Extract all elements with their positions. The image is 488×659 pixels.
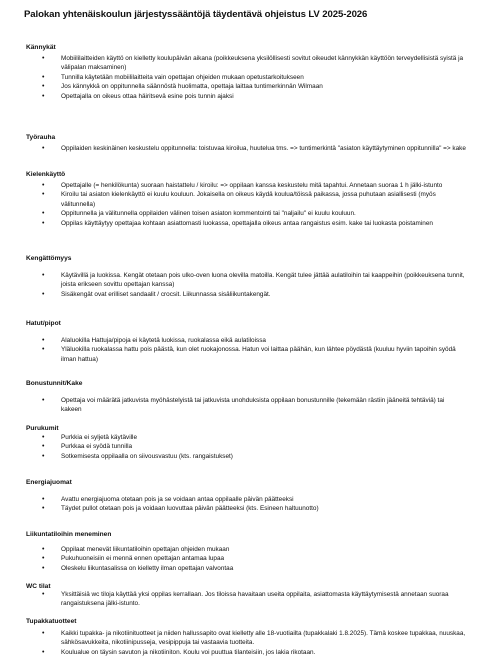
list-item-text: Opettajalla on oikeus ottaa häiritsevä esine pois tunnin ajaksi (61, 92, 234, 100)
list-item (26, 144, 466, 153)
bullet-list (26, 144, 466, 153)
list-item-text: Koulualue on täysin savuton ja nikotiiniton. Koulu voi puuttua tilanteisiin, jos lakia rikotaan. (61, 648, 316, 656)
bullet-icon: • (42, 555, 45, 563)
list-item (26, 190, 466, 209)
bullet-icon: • (42, 290, 45, 298)
section-energiajuomat (26, 478, 466, 514)
bullet-list (26, 495, 466, 514)
section-kengattomyys (26, 254, 466, 299)
list-item-text: Mobiililaitteiden käyttö on kielletty koulupäivän aikana (poikkeuksena yksilöllisesti sovitut oikeudet kännykkän käyttöön terveydellisistä syistä ja välipalan maksaminen) (61, 55, 464, 72)
bullet-icon: • (42, 337, 45, 344)
bullet-icon: • (42, 505, 45, 513)
list-item (26, 345, 466, 364)
list-item-text: Oppilaiden keskinäinen keskustelu oppitunnella: toistuvaa kiroilua, huutelua tms. => tuntimerkintä "asiaton käyttäytyminen oppitunnilla" => kake (61, 145, 466, 152)
list-item-text: Oppilas käyttäytyy opettajaa kohtaan asiattomasti luokassa, opettajalla oikeus antaa rangaistus esim. kake tai luokasta poistaminen (61, 219, 433, 227)
bullet-icon: • (42, 182, 45, 189)
list-item (26, 271, 466, 290)
bullet-list (26, 336, 466, 364)
list-item-text: Opettaja voi määrätä jatkuvista myöhästelyistä tai jatkuvista unohduksista oppilaan bonustunnille (tekemään rästiin jääneitä tehtäviä) tai kakeen (61, 397, 445, 414)
list-item-text: Kiroilu tai asiaton kielenkäyttö ei kuulu kouluun. Jokaisella on oikeus käydä koulua/töissä paikassa, jossa puhutaan asiallisesti (myös välitunnella) (61, 191, 436, 208)
list-item (26, 452, 466, 461)
bullet-list (26, 181, 466, 228)
bullet-icon: • (42, 219, 45, 227)
bullet-icon: • (42, 630, 45, 637)
section-heading: Energiajuomat (26, 479, 72, 486)
section-purukumit (26, 424, 466, 461)
bullet-icon: • (42, 434, 45, 441)
list-item (26, 648, 466, 657)
list-item (26, 219, 466, 228)
list-item-text: Oppilaat menevät liikuntatiloihin opettajan ohjeiden mukaan (61, 546, 230, 553)
section-tyorauha (26, 133, 466, 153)
bullet-icon: • (42, 452, 45, 460)
list-item (26, 554, 466, 563)
section-heading: Työrauha (26, 134, 56, 141)
list-item-text: Opettajalle (= henkilökunta) suoraan haistattelu / kiroilu: => oppilaan kanssa keskustelu mitä tapahtui. Annetaan suoraa 1 h jälki-istunto (61, 182, 443, 189)
section-heading: Hatut/pipot (26, 320, 61, 327)
bullet-icon: • (42, 92, 45, 100)
list-item-text: Purkkia ei syljetä käytäville (61, 434, 138, 441)
bullet-list (26, 590, 466, 609)
page-title: Palokan yhtenäiskoulun järjestyssääntöjä täydentävä ohjeistus LV 2025-2026 (24, 9, 368, 20)
section-kielenkaytto (26, 170, 466, 228)
bullet-icon: • (42, 55, 45, 62)
list-item (26, 433, 466, 442)
bullet-icon: • (42, 346, 45, 354)
list-item (26, 82, 466, 91)
section-kannykat (26, 43, 466, 101)
list-item-text: Yksittäisiä wc tiloja käyttää yksi oppilas kerrallaan. Jos tiloissa havaitaan useita oppilaita, asiattomasta käyttäytymisestä annetaan suoraa rangaistuksena jälki-istunto. (61, 591, 449, 608)
list-item-text: Käytävillä ja luokissa. Kengät otetaan pois ulko-oven luona olevilla matoilla. Kengät tulee jättää aulatiloihin tai kaappeihin (poikkeuksena tunnit, joista erikseen sovittu opettajan kanssa) (61, 272, 465, 289)
list-item (26, 290, 466, 299)
list-item (26, 564, 466, 573)
bullet-icon: • (42, 546, 45, 553)
bullet-icon: • (42, 564, 45, 572)
bullet-list (26, 545, 466, 573)
list-item-text: Alaluokilla Hattuja/pipoja ei käytetä luokissa, ruokalassa eikä aulatiloissa (61, 337, 266, 344)
list-item (26, 504, 466, 513)
list-item-text: Jos kännykkä on oppitunnella säännöstä huolimatta, opettaja laittaa tuntimerkinnän Wilmaan (61, 83, 323, 91)
list-item (26, 73, 466, 82)
section-heading: Tupakkatuotteet (26, 618, 77, 625)
list-item (26, 545, 466, 554)
list-item-text: Kaikki tupakka- ja nikotiinituotteet ja niiden hallussapito ovat kielletty alle 18-vuotiailta (tupakkalaki 1.8.2025). Tämä koskee tupakkaa, nuuskaa, sähkösavukkeita, nikotiinipusseja, vesipippuja tai vastaavia tuotteita. (61, 630, 466, 647)
list-item (26, 54, 466, 73)
list-item-text: Pukuhuoneisiin ei mennä ennen opettajan antamaa lupaa (61, 555, 225, 563)
bullet-icon: • (42, 272, 45, 279)
list-item-text: Sisäkengät ovat erilliset sandaalit / crocsit. Liikunnassa sisäliikuntakengät. (61, 290, 271, 298)
section-heading: Purukumit (26, 425, 59, 432)
bullet-icon: • (42, 443, 45, 451)
section-heading: Kännykät (26, 44, 56, 51)
list-item (26, 92, 466, 101)
bullet-icon: • (42, 210, 45, 218)
section-liikuntatilat (26, 530, 466, 573)
bullet-icon: • (42, 496, 45, 503)
section-heading: Liikuntatiloihin meneminen (26, 531, 112, 538)
bullet-icon: • (42, 648, 45, 656)
bullet-list (26, 54, 466, 101)
bullet-list (26, 396, 466, 415)
section-heading: Kielenkäyttö (26, 171, 66, 178)
list-item (26, 590, 466, 609)
bullet-list (26, 629, 466, 657)
section-hatut-pipot (26, 319, 466, 364)
list-item (26, 209, 466, 218)
section-heading: WC tilat (26, 583, 51, 590)
list-item-text: Sotkemisesta oppilaalla on siivousvastuu (kts. rangaistukset) (61, 452, 233, 460)
list-item-text: Oppitunnella ja välitunnella oppilaiden välinen toisen asiaton kommentointi tai "naljailu" ei kuulu kouluun. (61, 210, 356, 218)
bullet-icon: • (42, 397, 45, 404)
list-item-text: Purkkaa ei syödä tunnilla (61, 443, 133, 451)
section-heading: Kengättömyys (26, 255, 72, 262)
list-item (26, 396, 466, 415)
list-item-text: Yläluokilla ruokalassa hattu pois päästä, kun olet ruokajonossa. Hatun voi laittaa päähän, kun lähtee pöydästä (kuuluu hyviin tapoihin syödä ilman hattua) (61, 346, 456, 363)
section-heading: Bonustunnit/Kake (26, 380, 83, 387)
list-item-text: Tunnilla käytetään mobiililaitteita vain opettajan ohjeiden mukaan opetustarkoitukseen (61, 73, 304, 81)
bullet-icon: • (42, 191, 45, 199)
list-item (26, 336, 466, 345)
list-item-text: Oleskelu liikuntasalissa on kielletty ilman opettajan valvontaa (61, 564, 234, 572)
bullet-list (26, 433, 466, 461)
list-item-text: Avattu energiajuoma otetaan pois ja se voidaan antaa oppilaalle päivän päätteeksi (61, 496, 294, 503)
list-item-text: Täydet pullot otetaan pois ja voidaan luovuttaa päivän päätteeksi (kts. Esineen haltuunotto) (61, 505, 319, 513)
list-item (26, 181, 466, 190)
list-item (26, 495, 466, 504)
bullet-list (26, 271, 466, 299)
bullet-icon: • (42, 145, 45, 152)
bullet-icon: • (42, 83, 45, 91)
bullet-icon: • (42, 73, 45, 81)
list-item (26, 442, 466, 451)
section-wc-tilat (26, 582, 466, 609)
section-tupakkatuotteet (26, 617, 466, 657)
list-item (26, 629, 466, 648)
section-bonustunnit-kake (26, 379, 466, 415)
bullet-icon: • (42, 591, 45, 598)
